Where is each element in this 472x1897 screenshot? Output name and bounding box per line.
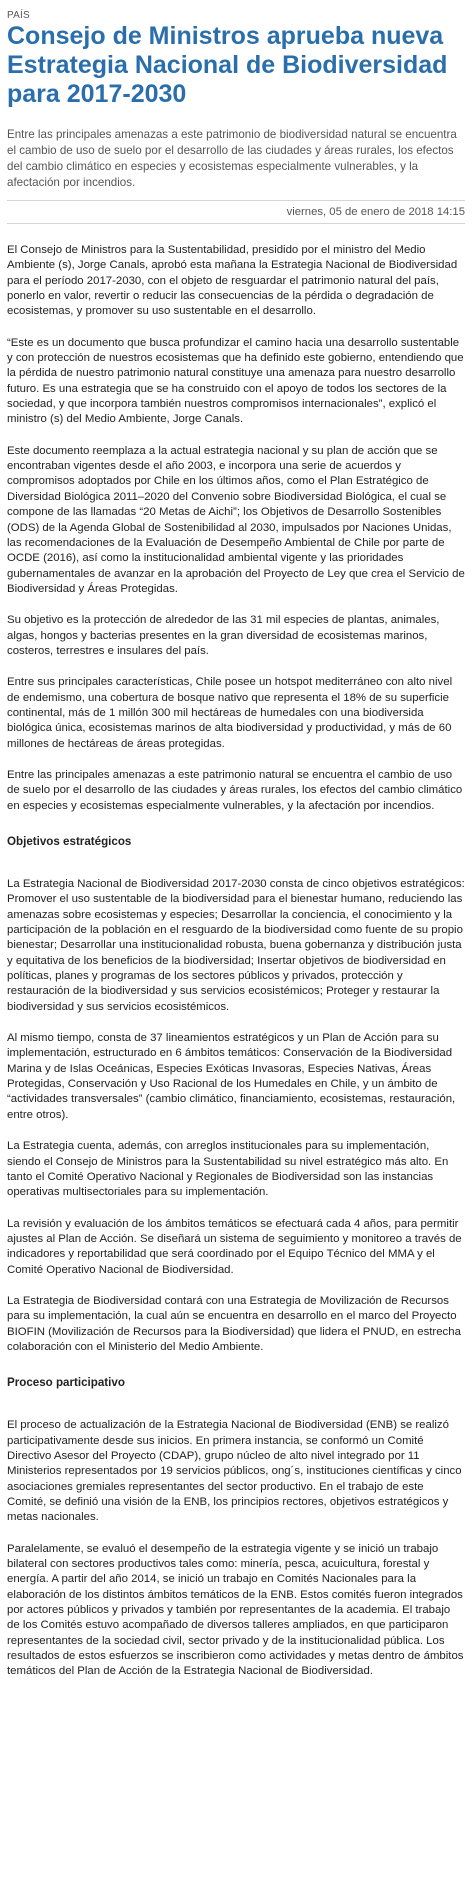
paragraph: Entre sus principales características, Chile posee un hotspot mediterráneo con alto nivel de endemismo, una cobertura de bosque nativo que representa el 18% de su superficie continental, más de 1 millón 300 mil hectáreas de humedales con una biodiversida biológica única, ecosistemas marinos de alta biodiversidad y productividad, y más de 60 millones de hectáreas de áreas protegidas.	[7, 676, 453, 750]
paragraph: “Este es un documento que busca profundizar el camino hacia una desarrollo sustentable y con protección de nuestros ecosistemas que ha definido este gobierno, entendiendo que la pérdida de nuestro patrimonio natural constituye una amenaza para nuestro desarrollo futuro. Es una estrategia que se ha construido con el apoyo de todos los sectores de la sociedad, y que incorpora también nuestros compromisos internacionales”, explicó el ministro (s) del Medio Ambiente, Jorge Canals.	[7, 336, 464, 426]
paragraph: La revisión y evaluación de los ámbitos temáticos se efectuará cada 4 años, para permitir ajustes al Plan de Acción. Se diseñará un sistema de seguimiento y monitoreo a través de indicadores y reportabilidad que será coordinado por el Equipo Técnico del MMA y el Comité Operativo Nacional de Biodiversidad.	[7, 1217, 462, 1276]
article-lead: Entre las principales amenazas a este patrimonio de biodiversidad natural se encuentra el cambio de uso de suelo por el desarrollo de las ciudades y áreas rurales, los efectos del cambio climático en especies y ecosistemas especialmente vulnerables, y la afectación por incendios.	[7, 128, 457, 189]
paragraph: Al mismo tiempo, consta de 37 lineamientos estratégicos y un Plan de Acción para su implementación, estructurado en 6 ámbitos temáticos: Conservación de la Biodiversidad Marina y de Islas Oceánicas, Especies Exóticas Invasoras, Especies Nativas, Áreas Protegidas, Conservación y Uso Racional de los Humedales en Chile, y un ámbito de “actividades transversales” (cambio climático, financiamiento, ecosistemas, restauración, entre otros).	[7, 1032, 456, 1121]
paragraph: La Estrategia Nacional de Biodiversidad 2017-2030 consta de cinco objetivos estratégicos: Promover el uso sustentable de la biodiversidad para el bienestar humano, reduciendo las amenazas sobre ecosistemas y especies; Desarrollar la conciencia, el conocimiento y la participación de la población en el resguardo de la biodiversidad como fuente de su propio bienestar; Desarrollar una institucionalidad robusta, buena gobernanza y distribución justa y equitativa de los beneficios de la biodiversidad; Insertar objetivos de biodiversidad en políticas, planes y programas de los sectores públicos y privados, protección y restauración de la biodiversidad y sus servicios ecosistémicos; Proteger y restaurar la biodiversidad y sus servicios ecosistémicos.	[7, 878, 465, 1013]
publish-date: viernes, 05 de enero de 2018 14:15	[7, 200, 465, 224]
paragraph: La Estrategia de Biodiversidad contará con una Estrategia de Movilización de Recursos para su implementación, la cual aún se encuentra en desarrollo en el marco del Proyecto BIOFIN (Movilización de Recursos para la Biodiversidad) que lidera el PNUD, en estrecha colaboración con el Ministerio del Medio Ambiente.	[7, 1294, 461, 1353]
paragraph: El proceso de actualización de la Estrategia Nacional de Biodiversidad (ENB) se realizó participativamente desde sus inicios. En primera instancia, se conformó un Comité Directivo Asesor del Proyecto (CDAP), grupo núcleo de alto nivel integrado por 11 Ministerios representados por 19 servicios públicos, ong´s, instituciones científicas y cinco asociaciones gremiales representantes del sector productivo. En el trabajo de este Comité, se definió una visión de la ENB, los principios rectores, objetivos estratégicos y metas nacionales.	[7, 1419, 462, 1524]
heading-proceso: Proceso participativo	[7, 1376, 125, 1390]
paragraph: Entre las principales amenazas a este patrimonio natural se encuentra el cambio de uso de suelo por el desarrollo de las ciudades y áreas rurales, los efectos del cambio climático en especies y ecosistemas especialmente vulnerables, y la afectación por incendios.	[7, 768, 463, 812]
paragraph: El Consejo de Ministros para la Sustentabilidad, presidido por el ministro del Medio Ambiente (s), Jorge Canals, aprobó esta mañana la Estrategia Nacional de Biodiversidad para el período 2017-2030, con el objeto de resguardar el patrimonio natural del país, ponerlo en valor, revertir o reducir las consecuencias de la pérdida o degradación de ecosistemas, y promover su uso sustentable en el desarrollo.	[7, 244, 458, 318]
article-body	[7, 243, 465, 1680]
paragraph: Su objetivo es la protección de alrededor de las 31 mil especies de plantas, animales, algas, hongos y bacterias presentes en la gran diversidad de ecosistemas marinos, costeros, terrestres e insulares del país.	[7, 614, 440, 657]
paragraph: Este documento reemplaza a la actual estrategia nacional y su plan de acción que se encontraban vigentes desde el año 2003, e incorpora una serie de acuerdos y compromisos adoptados por Chile en los últimos años, como el Plan Estratégico de Diversidad Biológica 2011–2020 del Convenio sobre Biodiversidad Biológica, el cual se compone de las llamadas “20 Metas de Aichi”; los Objetivos de Desarrollo Sostenibles (ODS) de la Agenda Global de Sostenibilidad al 2030, impulsados por Naciones Unidas, las recomendaciones de la Evaluación de Desempeño Ambiental de Chile por parte de OCDE (2016), así como la institucionalidad ambiental vigente y las prioridades gubernamentales de avanzar en la aprobación del Proyecto de Ley que crea el Servicio de Biodiversidad y Áreas Protegidas.	[7, 444, 465, 595]
section-label[interactable]: PAÍS	[7, 10, 30, 21]
paragraph: Paralelamente, se evaluó el desempeño de la estrategia vigente y se inició un trabajo bilateral con sectores productivos tales como: minería, pesca, acuicultura, forestal y energía. A partir del año 2014, se inició un trabajo en Comités Nacionales para la elaboración de los distintos ámbitos temáticos de la ENB. Estos comités fueron integrados por actores públicos y privados y también por representantes de la academia. El trabajo de los Comités estuvo acompañado de diversos talleres ampliados, en que participaron representantes de la sociedad civil, sector privado y de la institucionalidad pública. Los resultados de estos esfuerzos se inscribieron como actividades y metas dentro de ámbitos temáticos del Plan de Acción de la Estrategia Nacional de Biodiversidad.	[7, 1542, 464, 1678]
paragraph: La Estrategia cuenta, además, con arreglos institucionales para su implementación, siendo el Consejo de Ministros para la Sustentabilidad su nivel estratégico más alto. En tanto el Comité Operativo Nacional y Regionales de Biodiversidad son las instancias operativas multisectoriales para su implementación.	[7, 1140, 449, 1199]
article-title: Consejo de Ministros aprueba nueva Estrategia Nacional de Biodiversidad para 2017-2030	[7, 22, 448, 108]
heading-objetivos: Objetivos estratégicos	[7, 835, 132, 848]
